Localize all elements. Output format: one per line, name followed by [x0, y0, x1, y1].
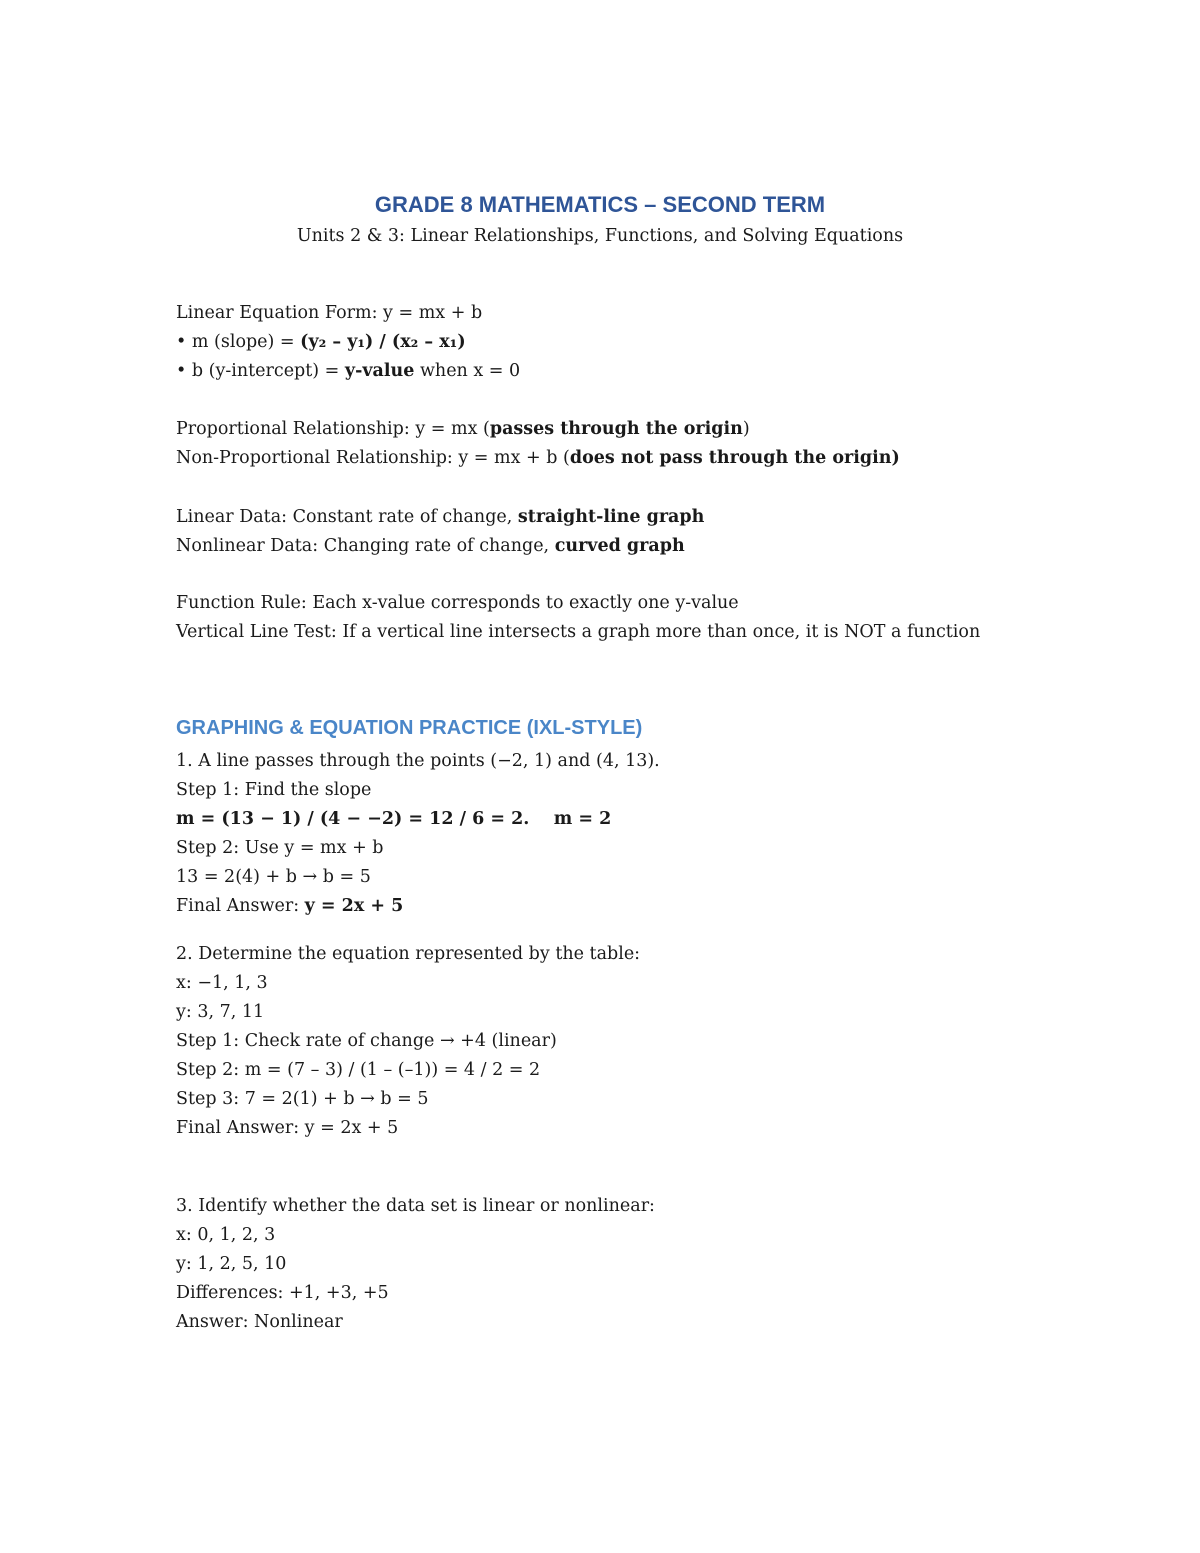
- nonproportional-line: [176, 444, 1136, 473]
- slope-formula: (y₂ – y₁) / (x₂ – x₁): [300, 332, 466, 352]
- nonlinear-label: Nonlinear Data: Changing rate of change,: [176, 536, 555, 556]
- q3-y-values: y: 1, 2, 5, 10: [176, 1254, 287, 1274]
- q3-prompt: 3. Identify whether the data set is linear or nonlinear:: [176, 1196, 655, 1216]
- vertical-line-test-line: Vertical Line Test: If a vertical line intersects a graph more than once, it is NOT a function: [176, 622, 981, 642]
- equation-form-line: Linear Equation Form: y = mx + b: [176, 303, 483, 323]
- q2-step1: Step 1: Check rate of change → +4 (linear): [176, 1031, 557, 1051]
- linear-equation-notes: [176, 299, 1136, 386]
- q1-slope-calc: m = (13 − 1) / (4 − −2) = 12 / 6 = 2. m = 2: [176, 809, 612, 829]
- q1-prompt: 1. A line passes through the points (−2, 1) and (4, 13).: [176, 751, 660, 771]
- q2-prompt: 2. Determine the equation represented by the table:: [176, 944, 641, 964]
- q1-answer-value: y = 2x + 5: [304, 896, 404, 916]
- nonproportional-label: Non-Proportional Relationship: y = mx + b (: [176, 448, 570, 468]
- q3-answer: Answer: Nonlinear: [176, 1312, 343, 1332]
- document-subtitle: Units 2 & 3: Linear Relationships, Functions, and Solving Equations: [296, 226, 904, 246]
- q1-step1: Step 1: Find the slope: [176, 780, 372, 800]
- document-title: GRADE 8 MATHEMATICS – SECOND TERM: [374, 192, 826, 217]
- q2-x-values: x: −1, 1, 3: [176, 973, 268, 993]
- intercept-line: [176, 357, 1136, 386]
- proportional-label: Proportional Relationship: y = mx (: [176, 419, 490, 439]
- intercept-label: • b (y-intercept) =: [176, 361, 345, 381]
- intercept-tail: when x = 0: [414, 361, 521, 381]
- question-1: [176, 747, 1136, 921]
- linear-data-line: [176, 503, 1136, 532]
- nonlinear-bold: curved graph: [554, 536, 685, 556]
- q2-answer: Final Answer: y = 2x + 5: [176, 1118, 399, 1138]
- linear-bold: straight-line graph: [517, 507, 705, 527]
- q3-x-values: x: 0, 1, 2, 3: [176, 1225, 276, 1245]
- proportional-notes: [176, 415, 1136, 473]
- nonproportional-bold: does not pass through the origin): [569, 448, 900, 468]
- q1-step2: Step 2: Use y = mx + b: [176, 838, 384, 858]
- q2-y-values: y: 3, 7, 11: [176, 1002, 265, 1022]
- data-type-notes: [176, 503, 1136, 561]
- function-notes: [176, 589, 1136, 647]
- slope-line: [176, 328, 1136, 357]
- q1-answer: [176, 892, 1136, 921]
- linear-label: Linear Data: Constant rate of change,: [176, 507, 518, 527]
- slope-label: • m (slope) =: [176, 332, 301, 352]
- proportional-tail: ): [742, 419, 750, 439]
- function-rule-line: Function Rule: Each x-value corresponds to exactly one y-value: [176, 593, 739, 613]
- intercept-value: y-value: [344, 361, 415, 381]
- question-2: [176, 940, 1136, 1143]
- q2-step3: Step 3: 7 = 2(1) + b → b = 5: [176, 1089, 429, 1109]
- q3-differences: Differences: +1, +3, +5: [176, 1283, 389, 1303]
- proportional-line: [176, 415, 1136, 444]
- nonlinear-data-line: [176, 532, 1136, 561]
- q1-substitution: 13 = 2(4) + b → b = 5: [176, 867, 371, 887]
- q1-answer-label: Final Answer:: [176, 896, 305, 916]
- practice-heading: GRAPHING & EQUATION PRACTICE (IXL-STYLE): [176, 717, 643, 739]
- proportional-bold: passes through the origin: [489, 419, 743, 439]
- q2-step2: Step 2: m = (7 – 3) / (1 – (–1)) = 4 / 2 = 2: [176, 1060, 541, 1080]
- question-3: [176, 1192, 1136, 1337]
